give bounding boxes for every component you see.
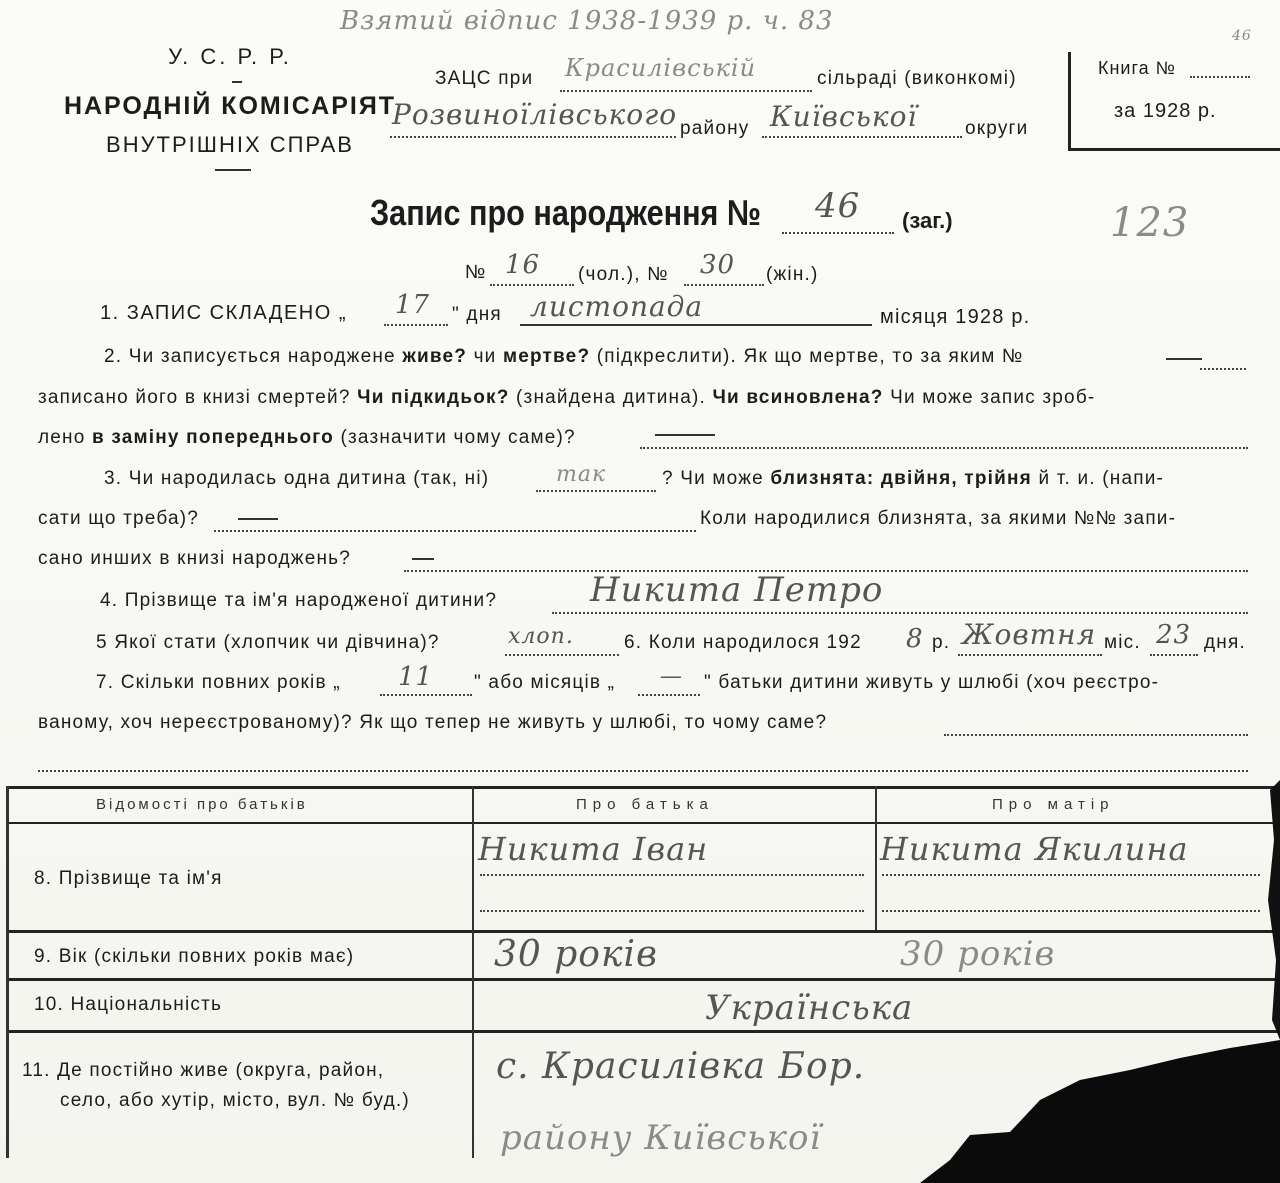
district-handwritten: Розвиноїлівського <box>392 98 678 131</box>
row9-father-handwritten: 30 років <box>494 934 658 975</box>
item2-adopted: Чи всиновлена? <box>712 387 884 408</box>
item7-l3-line <box>38 770 1248 772</box>
male-number-handwritten: 16 <box>505 250 541 280</box>
item6-month-line <box>958 654 1102 656</box>
item7-years-handwritten: 11 <box>398 662 434 692</box>
okruga-line <box>762 136 962 138</box>
table-header-parents: Відомості про батьків <box>96 796 308 813</box>
row8-mother-line1 <box>882 874 1260 876</box>
zags-handwritten: Красилівській <box>565 54 757 82</box>
item2-dash <box>1166 358 1202 360</box>
item2-l1a: 2. Чи записується народжене <box>104 346 396 367</box>
item5-line <box>505 654 619 656</box>
table-header-border <box>6 822 1278 824</box>
item3-l2-dash <box>238 518 278 520</box>
item5-label: 5 Якої стати (хлопчик чи дівчина)? <box>96 632 440 653</box>
table-row9-border <box>6 978 1278 981</box>
table-header-mother: Про матір <box>992 796 1115 813</box>
item6-day-line <box>1150 654 1198 656</box>
torn-right-edge <box>1250 780 1280 1040</box>
district-line <box>390 136 676 138</box>
table-top-border <box>6 786 1278 789</box>
item6-month-label: міс. <box>1104 632 1141 653</box>
book-number-label: Книга № <box>1098 58 1176 78</box>
item7-l2-line <box>944 734 1248 736</box>
item7-l1c: " батьки дитини живуть у шлюбі (хоч реєстро- <box>704 672 1160 693</box>
item3-l1d: й т. и. (напи- <box>1038 468 1165 489</box>
item2-number-line <box>1200 368 1246 370</box>
row11-handwritten-line1: с. Красилівка Бор. <box>496 1046 866 1087</box>
row10-handwritten: Українська <box>705 988 914 1028</box>
female-number-line <box>684 284 764 286</box>
item3-l2b: Коли народилися близнята, за якими №№ запи- <box>700 508 1177 529</box>
header-commissariat: НАРОДНІЙ КОМІСАРІЯТ <box>63 92 397 120</box>
item3-line1-rest <box>662 468 1164 490</box>
okruga-handwritten: Київської <box>770 100 918 133</box>
item3-twins: близнята: двійня, трійня <box>770 468 1032 489</box>
row9-mother-handwritten: 30 років <box>900 934 1056 974</box>
item7-l2: ваному, хоч нереєстрованому)? Як що тепер не живуть у шлюбі, то чому саме? <box>38 712 828 733</box>
item6-label: 6. Коли народилося 192 <box>624 632 862 653</box>
female-number-suffix: (жін.) <box>766 264 819 285</box>
row8-mother-line2 <box>882 910 1260 912</box>
item7-years-line <box>380 694 472 696</box>
item6-year-suffix: р. <box>932 632 951 653</box>
book-number-line <box>1190 76 1250 78</box>
item5-handwritten: хлоп. <box>508 624 574 649</box>
torn-corner <box>880 1040 1280 1183</box>
item3-l1a: 3. Чи народилась одна дитина (так, ні) <box>104 468 490 489</box>
item7-l1b: " або місяців „ <box>474 672 616 693</box>
item2-l3c: (зазначити чому саме)? <box>340 427 576 448</box>
record-number-line <box>782 232 894 234</box>
header-dash-bottom <box>215 169 251 171</box>
item2-line2 <box>38 387 1095 409</box>
item6-year-handwritten: 8 <box>906 624 924 654</box>
item2-or: чи <box>473 346 497 367</box>
item4-line <box>552 612 1248 614</box>
table-col2-border <box>472 786 474 1158</box>
item2-l1e: (підкреслити). Як що мертве, то за яким № <box>596 346 1024 367</box>
item2-replacement: в заміну попереднього <box>92 427 334 448</box>
item1-suffix: місяця 1928 р. <box>880 306 1031 328</box>
item2-dead: мертве? <box>502 346 591 367</box>
item2-l2e: Чи може запис зроб- <box>890 387 1096 408</box>
item2-foundling: Чи підкидьок? <box>357 387 510 408</box>
item3-l2-line <box>214 530 696 532</box>
record-number-suffix: (заг.) <box>902 208 953 233</box>
row11-label-line1: 11. Де постійно живе (округа, район, <box>22 1060 385 1081</box>
item1-day-line <box>384 324 448 326</box>
row8-father-handwritten: Никита Іван <box>478 830 709 868</box>
item1-month-line <box>520 324 872 326</box>
row8-mother-handwritten: Никита Якилина <box>880 830 1189 868</box>
male-number-label: № <box>465 262 487 283</box>
row11-handwritten-line2: району Київської <box>500 1118 822 1158</box>
book-year-label: за 1928 р. <box>1114 100 1217 122</box>
row11-label-line2: село, або хутір, місто, вул. № буд.) <box>60 1090 410 1111</box>
table-row10-border <box>6 1030 1278 1033</box>
table-header-father: Про батька <box>576 796 714 813</box>
item3-l2a: сати що треба)? <box>38 508 200 529</box>
item6-month-handwritten: Жовтня <box>962 618 1097 651</box>
item2-line3 <box>38 427 576 449</box>
district-label: району <box>680 118 750 139</box>
item6-day-handwritten: 23 <box>1156 620 1192 650</box>
record-number-handwritten: 46 <box>815 186 861 226</box>
item4-label: 4. Прізвище та ім'я народженої дитини? <box>100 590 498 611</box>
item1-prefix: 1. ЗАПИС СКЛАДЕНО „ <box>100 302 348 324</box>
item1-day-handwritten: 17 <box>395 290 431 320</box>
header-ussr: У. С. Р. Р. <box>168 44 292 69</box>
item3-l1b: ? Чи може <box>662 468 764 489</box>
table-left-border <box>6 786 9 1158</box>
row10-label: 10. Національність <box>34 994 223 1015</box>
item2-l3-dash <box>655 434 715 436</box>
item4-handwritten: Никита Петро <box>590 570 884 610</box>
female-number-handwritten: 30 <box>700 250 736 280</box>
item2-l3-line <box>640 447 1248 449</box>
okruga-label: округи <box>965 118 1029 139</box>
item2-l2c: (знайдена дитина). <box>516 387 706 408</box>
table-col3-border <box>875 786 877 930</box>
row9-label: 9. Вік (скільки повних років має) <box>34 946 355 967</box>
item3-l3-dash <box>412 558 434 560</box>
item3-l3a: сано инших в книзі народжень? <box>38 548 352 569</box>
record-title: Запис про народження № <box>370 192 762 233</box>
row8-label: 8. Прізвище та ім'я <box>34 868 223 889</box>
header-internal-affairs: ВНУТРІШНІХ СПРАВ <box>106 132 354 157</box>
item1-mid: " дня <box>452 304 502 325</box>
item7-months-line <box>638 694 700 696</box>
row8-father-line1 <box>480 874 864 876</box>
item2-alive: живе? <box>402 346 468 367</box>
item1-month-handwritten: листопада <box>530 290 704 323</box>
item2-l2a: записано його в книзі смертей? <box>38 387 351 408</box>
zags-prefix: ЗАЦС при <box>435 68 534 89</box>
corner-number: 46 <box>1232 28 1252 44</box>
item3-handwritten: так <box>556 462 607 487</box>
item6-day-label: дня. <box>1204 632 1246 653</box>
header-dash-top <box>232 81 242 83</box>
item2-line1 <box>104 346 1024 368</box>
item7-months-handwritten: — <box>660 664 683 689</box>
row8-father-line2 <box>480 910 864 912</box>
male-number-line <box>490 284 574 286</box>
item3-l1-line <box>536 490 656 492</box>
item2-l3a: лено <box>38 427 86 448</box>
table-row8-border <box>6 930 1278 933</box>
male-number-suffix: (чол.), № <box>578 264 669 285</box>
zags-line <box>560 90 812 92</box>
zags-suffix: сільраді (виконкомі) <box>817 68 1017 89</box>
handwritten-top-note: Взятий відпис 1938-1939 р. ч. 83 <box>340 6 834 36</box>
item7-l1a: 7. Скільки повних років „ <box>96 672 341 693</box>
margin-number-handwritten: 123 <box>1110 200 1190 246</box>
